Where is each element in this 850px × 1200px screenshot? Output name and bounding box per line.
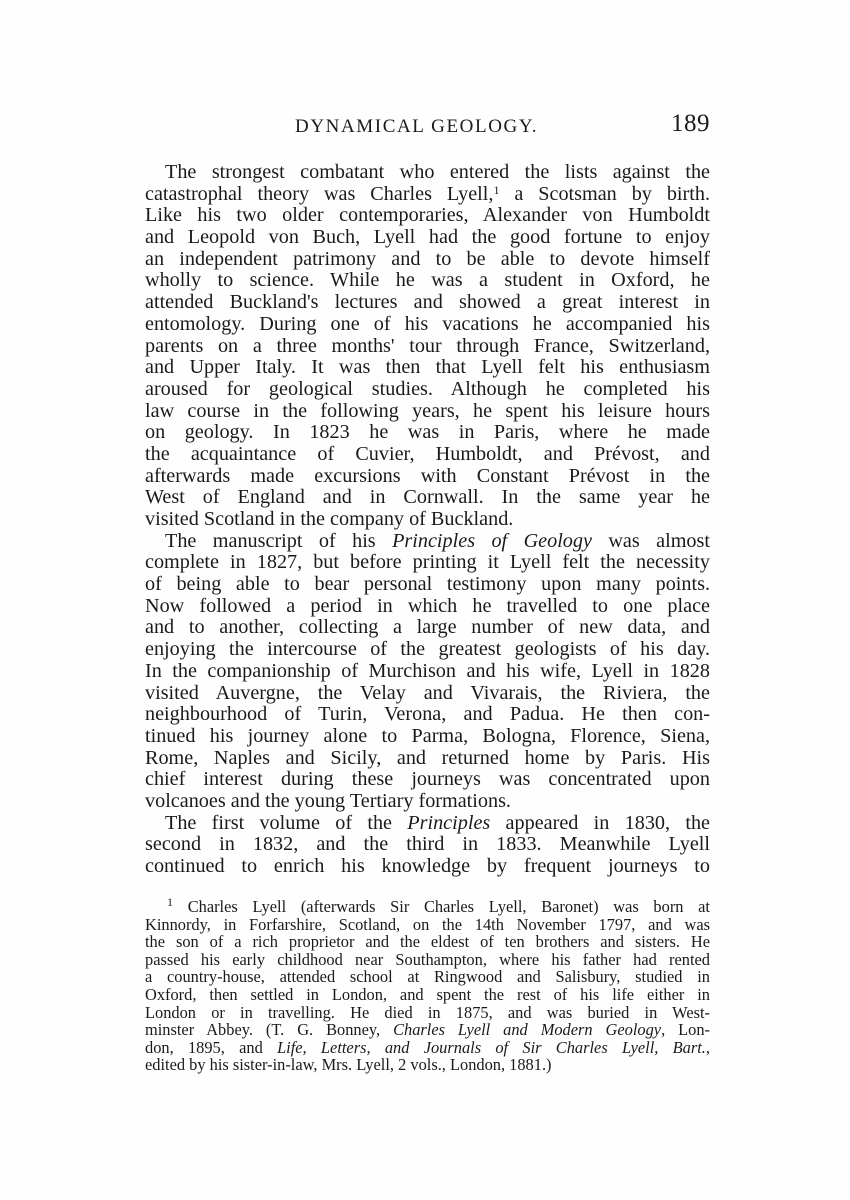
main-text xyxy=(145,162,710,878)
text-line: neighbourhood of Turin, Verona, and Padua. He then con- xyxy=(145,703,710,726)
text-line: of being able to bear personal testimony upon many points. xyxy=(145,573,710,596)
text-line: enjoying the intercourse of the greatest geologists of his day. xyxy=(145,638,710,661)
text-line: the acquaintance of Cuvier, Humboldt, and Prévost, and xyxy=(145,442,710,465)
text-line: In the companionship of Murchison and his wife, Lyell in 1828 xyxy=(145,659,710,682)
text-line: complete in 1827, but before printing it Lyell felt the necessity xyxy=(145,551,710,574)
text-line: tinued his journey alone to Parma, Bologna, Florence, Siena, xyxy=(145,724,710,747)
text-line: The manuscript of his Principles of Geology was almost xyxy=(165,529,710,552)
text-line: entomology. During one of his vacations he accompanied his xyxy=(145,312,710,335)
footnote-line: edited by his sister-in-law, Mrs. Lyell, 2 vols., London, 1881.) xyxy=(145,1055,552,1075)
text-line: chief interest during these journeys was concentrated upon xyxy=(145,768,710,791)
text-line: Like his two older contemporaries, Alexander von Humboldt xyxy=(145,204,710,227)
text-line: and to another, collecting a large number of new data, and xyxy=(145,616,710,639)
text-line: aroused for geological studies. Although he completed his xyxy=(145,377,710,400)
text-line: and Leopold von Buch, Lyell had the good fortune to enjoy xyxy=(145,226,710,249)
text-line: The first volume of the Principles appeared in 1830, the xyxy=(165,811,710,834)
text-line: continued to enrich his knowledge by frequent journeys to xyxy=(145,855,710,877)
footnote-ref: 1 xyxy=(493,182,500,197)
running-head: DYNAMICAL GEOLOGY. xyxy=(295,116,539,137)
text-line: West of England and in Cornwall. In the same year he xyxy=(145,486,710,509)
text-line: on geology. In 1823 he was in Paris, where he made xyxy=(145,421,710,444)
text-line: afterwards made excursions with Constant Prévost in the xyxy=(145,464,710,487)
text-line: law course in the following years, he spent his leisure hours xyxy=(145,399,710,422)
text-line: Rome, Naples and Sicily, and returned home by Paris. His xyxy=(145,746,710,769)
footnote-line: don, 1895, and Life, Letters, and Journals of Sir Charles Lyell, Bart., xyxy=(145,1037,710,1057)
footnote-line: $^1$ Charles Lyell (afterwards Sir Charles Lyell, Baronet) was born at xyxy=(167,895,710,916)
text-line: second in 1832, and the third in 1833. Meanwhile Lyell xyxy=(145,833,710,856)
footnote-line: Kinnordy, in Forfarshire, Scotland, on the 14th November 1797, and was xyxy=(145,914,710,934)
footnote-line: London or in travelling. He died in 1875, and was buried in West- xyxy=(145,1002,710,1022)
book-title: Principles xyxy=(407,811,491,834)
text-line: Now followed a period in which he travelled to one place xyxy=(145,594,710,617)
footnote-marker: 1 xyxy=(167,895,173,909)
footnote-line: Oxford, then settled in London, and spent the rest of his life either in xyxy=(145,984,710,1004)
footnote xyxy=(145,895,710,1075)
footnote-line: passed his early childhood near Southampton, where his father had rented xyxy=(145,949,710,969)
footnote-line: a country-house, attended school at Ringwood and Salisbury, studied in xyxy=(145,967,710,987)
footnote-line: minster Abbey. (T. G. Bonney, Charles Lyell and Modern Geology, Lon- xyxy=(145,1020,710,1040)
text-line: catastrophal theory was Charles Lyell,$^1$ a Scotsman by birth. xyxy=(145,182,710,205)
text-line: visited Scotland in the company of Buckland. xyxy=(145,508,514,530)
book-title: Charles Lyell and Modern Geology xyxy=(393,1020,662,1040)
footnote-line: the son of a rich proprietor and the eldest of ten brothers and sisters. He xyxy=(145,932,710,952)
text-line: visited Auvergne, the Velay and Vivarais, the Riviera, the xyxy=(145,681,710,704)
book-title: Life, Letters, and Journals of Sir Charles Lyell, Bart. xyxy=(277,1037,706,1057)
text-line: and Upper Italy. It was then that Lyell felt his enthusiasm xyxy=(145,356,710,379)
text-line: The strongest combatant who entered the lists against the xyxy=(165,161,710,183)
page-header xyxy=(145,110,710,146)
page-number: 189 xyxy=(671,110,710,137)
text-line: an independent patrimony and to be able to devote himself xyxy=(145,247,710,270)
text-line: attended Buckland's lectures and showed a great interest in xyxy=(145,291,710,314)
book-title: Principles of Geology xyxy=(392,529,592,552)
text-line: wholly to science. While he was a student in Oxford, he xyxy=(145,269,710,292)
text-line: volcanoes and the young Tertiary formations. xyxy=(145,789,511,812)
text-line: parents on a three months' tour through France, Switzerland, xyxy=(145,334,710,357)
